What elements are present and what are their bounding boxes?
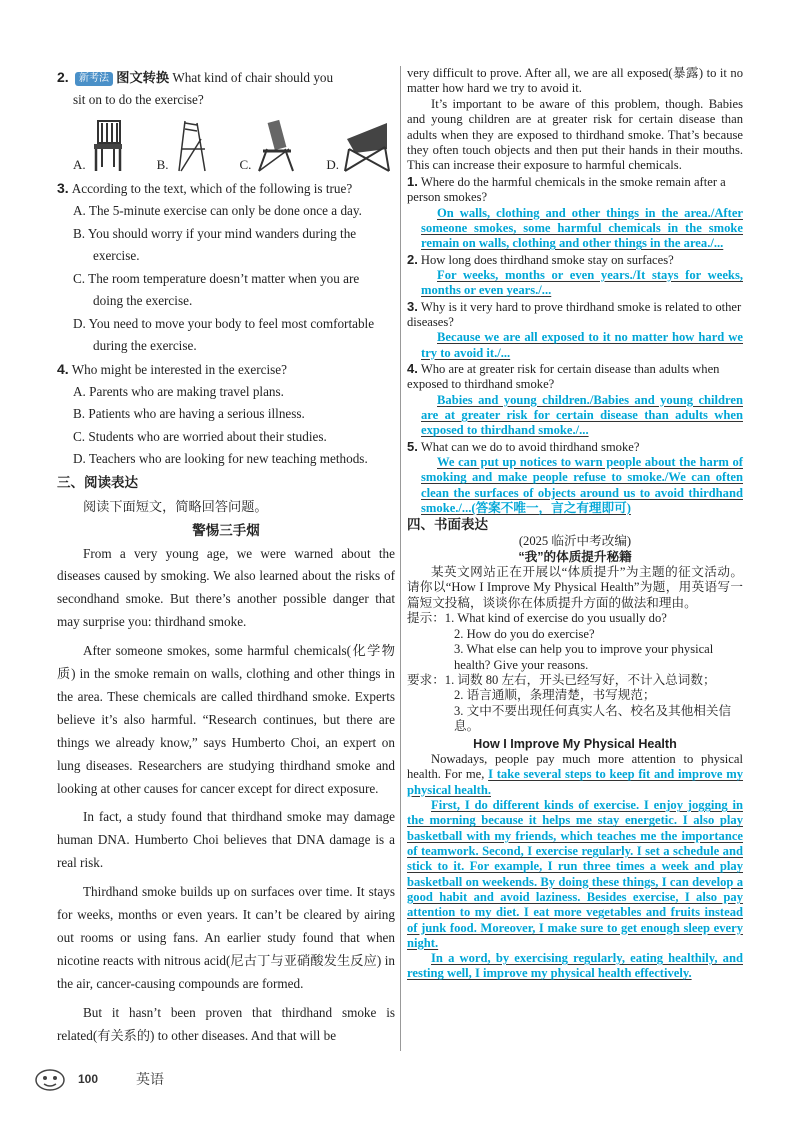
chair-option-d[interactable]: D. <box>326 119 393 173</box>
essay-conclusion[interactable]: In a word, by exercising regularly, eating healthily, and resting well, I improve my physical health effectively. <box>407 951 743 981</box>
subject-label: 英语 <box>136 1073 165 1088</box>
answer-4[interactable]: Babies and young children./Babies and young children are at greater risk for certain disease than adults when exposed to thirdhand smoke./... <box>421 392 743 438</box>
question-1: 1. Where do the harmful chemicals in the smoke remain after a person smokes? On walls, clothing and other things in the area./After someone smokes, some harmful chemicals in the smoke remain on walls, clothing and other things in the area./... <box>407 173 743 251</box>
question-4: 4. Who might be interested in the exercise? <box>57 360 288 377</box>
section-heading-4: 四、书面表达 <box>407 517 488 533</box>
question-2: 2. 新考法 图文转换 What kind of chair should you <box>57 69 334 85</box>
question-4-right: 4. Who are at greater risk for certain disease than adults when exposed to thirdhand smoke? Babies and young children./Babies and young children are at greater risk for certain disease than adults when exposed to thirdhand smoke./... <box>407 360 743 438</box>
answer-5[interactable]: We can put up notices to warn people about the harm of smoking and make people refuse to smoke./We can often clean the surfaces of objects around us to avoid thirdhand smoke./...(答案不唯一，言之有理即可) <box>421 455 743 515</box>
option-4c[interactable]: C. Students who are worried about their studies. <box>73 428 327 444</box>
option-4b[interactable]: B. Patients who are having a serious illness. <box>73 406 305 421</box>
mascot-icon <box>30 1066 70 1092</box>
section-heading-3: 三、阅读表达 <box>57 474 138 490</box>
answer-3[interactable]: Because we are all exposed to it no matter how hard we try to avoid it./... <box>421 330 743 360</box>
chair-option-c[interactable]: C. <box>239 119 297 173</box>
essay-body[interactable]: First, I do different kinds of exercise. I enjoy jogging in the morning because it helps me stay energetic. I also play basketball with my friends, which teaches me the importance of teamwork. Second, I exercise regularly. I set a schedule and stick to it. For example, I run three times a week and play basketball on weekends. By doing these things, I can develop a good habit and avoid laziness. Besides exercise, I also pay attention to my diet. I eat more vegetables and fruits instead of junk food. Moreover, I make sure to get enough sleep every night. <box>407 798 743 950</box>
writing-title: “我”的体质提升秘籍 <box>518 549 632 564</box>
left-column: 2. 新考法 图文转换 What kind of chair should you sit on to do the exercise? A. B. C. D. 3. According to the text, which of the following is true? A. The 5-minute exercise can only be done once a day. B. You should worry if your mind wanders during the exercise. C. The room temperature doesn’t matter when you are doing the exercise. D. You need to move your body to feel most comfortable during the exercise. 4. Who might be interested in the exercise? A. Parents who are making travel plans. B. Patients who are having a serious illness. C. Students who are worried about their studies. D. Teachers who are looking for new teaching methods. 三、阅读表达 阅读下面短文，简略回答问题。 警惕三手烟 From a very young age, we were warned about the diseases caused by smoking. We also learned about the risks of secondhand smoke. But there’s another possible danger that may surprise you: thirdhand smoke. After someone smokes, some harmful chemicals(化学物质) in the smoke remain on walls, clothing and other things in the area. These chemicals are called thirdhand smoke. Experts believe it’s also harmful. “Research continues, but there are things we already know,” says Humberto Choi, an expert on lung diseases. Researchers are studying thirdhand smoke and looking at other causes for cancer except for direct exposure. In fact, a study found that thirdhand smoke may damage human DNA. Humberto Choi believes that DNA damage is a real risk. Thirdhand smoke builds up on surfaces over time. It stays for weeks, months or even years. It can’t be cleared by airing out rooms or using fans. An earlier study found that when nicotine reacts with nitrous acid(尼古丁与亚硝酸发生反应) in the air, cancer-causing compounds are formed. But it hasn’t been proven that thirdhand smoke is related(有关系的) to other diseases. And that will be <box>57 66 395 1054</box>
question-3: 3. According to the text, which of the following is true? <box>57 180 353 196</box>
deck-chair-icon <box>253 119 297 173</box>
option-3d[interactable]: D. You need to move your body to feel most comfortable <box>73 315 375 331</box>
passage-paragraph: After someone smokes, some harmful chemicals(化学物质) in the smoke remain on walls, clothing and other things in the area. These chemicals are called thirdhand smoke. Experts believe it’s also harmful. “Research continues, but there are things we already know,” says Humberto Choi, an expert on lung diseases. Researchers are studying thirdhand smoke and looking at other causes for cancer except for direct exposure. <box>57 643 395 796</box>
passage-paragraph: In fact, a study found that thirdhand smoke may damage human DNA. Humberto Choi believes that DNA damage is a real risk. <box>57 809 395 871</box>
answer-1[interactable]: On walls, clothing and other things in the area./After someone smokes, some harmful chemicals in the smoke remain on walls, clothing and other things in the area./... <box>421 205 743 251</box>
essay-title: How I Improve My Physical Health <box>473 736 677 751</box>
new-exam-tag: 新考法 <box>75 72 113 86</box>
hints: 提示：1. What kind of exercise do you usually do? 2. How do you do exercise? 3. What else can help you to improve your physical health? Give your reasons. <box>407 611 714 672</box>
chair-options <box>73 117 393 173</box>
passage-paragraph: Thirdhand smoke builds up on surfaces over time. It stays for weeks, months or even years. It can’t be cleared by airing out rooms or using fans. An earlier study found that when nicotine reacts with nitrous acid(尼古丁与亚硝酸发生反应) in the air, cancer-causing compounds are formed. <box>57 884 395 991</box>
question-5-right: 5. What can we do to avoid thirdhand smoke? We can put up notices to warn people about the harm of smoking and make people refuse to smoke./We can often clean the surfaces of objects around us to avoid thirdhand smoke./...(答案不唯一，言之有理即可) <box>407 438 743 515</box>
passage-paragraph: But it hasn’t been proven that thirdhand smoke is related(有关系的) to other diseases. And that will be <box>57 1004 395 1043</box>
writing-prompt: 某英文网站正在开展以“体质提升”为主题的征文活动。请你以“How I Improve My Physical Health”为题，用英语写一篇短文投稿，谈谈你在体质提升方面的做法和理由。 <box>407 565 743 610</box>
question-3-right: 3. Why is it very hard to prove thirdhand smoke is related to other diseases? Because we are all exposed to it no matter how hard we try to avoid it./... <box>407 298 743 360</box>
instruction: 阅读下面短文，简略回答问题。 <box>83 498 268 514</box>
requirements: 要求：1. 词数 80 左右，开头已经写好，不计入总词数； 2. 语言通顺，条理清楚，书写规范； 3. 文中不要出现任何真实人名、校名及其他相关信息。 <box>407 672 732 734</box>
page-footer <box>30 1066 164 1092</box>
answer-2[interactable]: For weeks, months or even years./It stays for weeks, months or even years./... <box>421 267 743 298</box>
essay-start: Nowadays, people pay much more attention to physical health. For me, I take several steps to keep fit and improve my physical health. <box>407 751 744 797</box>
folding-chair-icon <box>171 119 211 173</box>
wooden-chair-icon <box>88 119 128 173</box>
option-3b[interactable]: B. You should worry if your mind wanders during the <box>73 225 357 241</box>
passage-continued: very difficult to prove. After all, we are all exposed(暴露) to it no matter how hard we try to avoid it. <box>407 66 743 96</box>
column-divider <box>400 66 401 1051</box>
passage-title: 警惕三手烟 <box>192 522 260 538</box>
chair-option-a[interactable]: A. <box>73 119 128 173</box>
option-4a[interactable]: A. Parents who are making travel plans. <box>73 383 284 399</box>
essay-answer[interactable]: I take several steps to keep fit and improve my physical health. <box>407 767 744 797</box>
passage-paragraph: From a very young age, we were warned about the diseases caused by smoking. We also learned about the risks of secondhand smoke. But there’s another possible danger that may surprise you: thirdhand smoke. <box>57 545 395 630</box>
option-3a[interactable]: A. The 5-minute exercise can only be done once a day. <box>73 203 362 218</box>
question-2-right: 2. How long does thirdhand smoke stay on surfaces? For weeks, months or even years./It stays for weeks, months or even years./... <box>407 251 743 298</box>
right-column <box>407 66 743 982</box>
option-4d[interactable]: D. Teachers who are looking for new teaching methods. <box>73 451 368 466</box>
chair-option-b[interactable]: B. <box>157 119 211 173</box>
passage-paragraph: It’s important to be aware of this problem, though. Babies and young children are at greater risk for certain disease than adults when they are exposed to thirdhand smoke. That’s because they often touch objects and then put their hands in their mouths. This can increase their exposure to harmful chemicals. <box>407 96 743 173</box>
source-note: (2025 临沂中考改编) <box>518 534 632 549</box>
page-number: 100 <box>78 1072 99 1086</box>
option-3c[interactable]: C. The room temperature doesn’t matter when you are <box>73 270 360 286</box>
camping-chair-icon <box>341 119 393 173</box>
